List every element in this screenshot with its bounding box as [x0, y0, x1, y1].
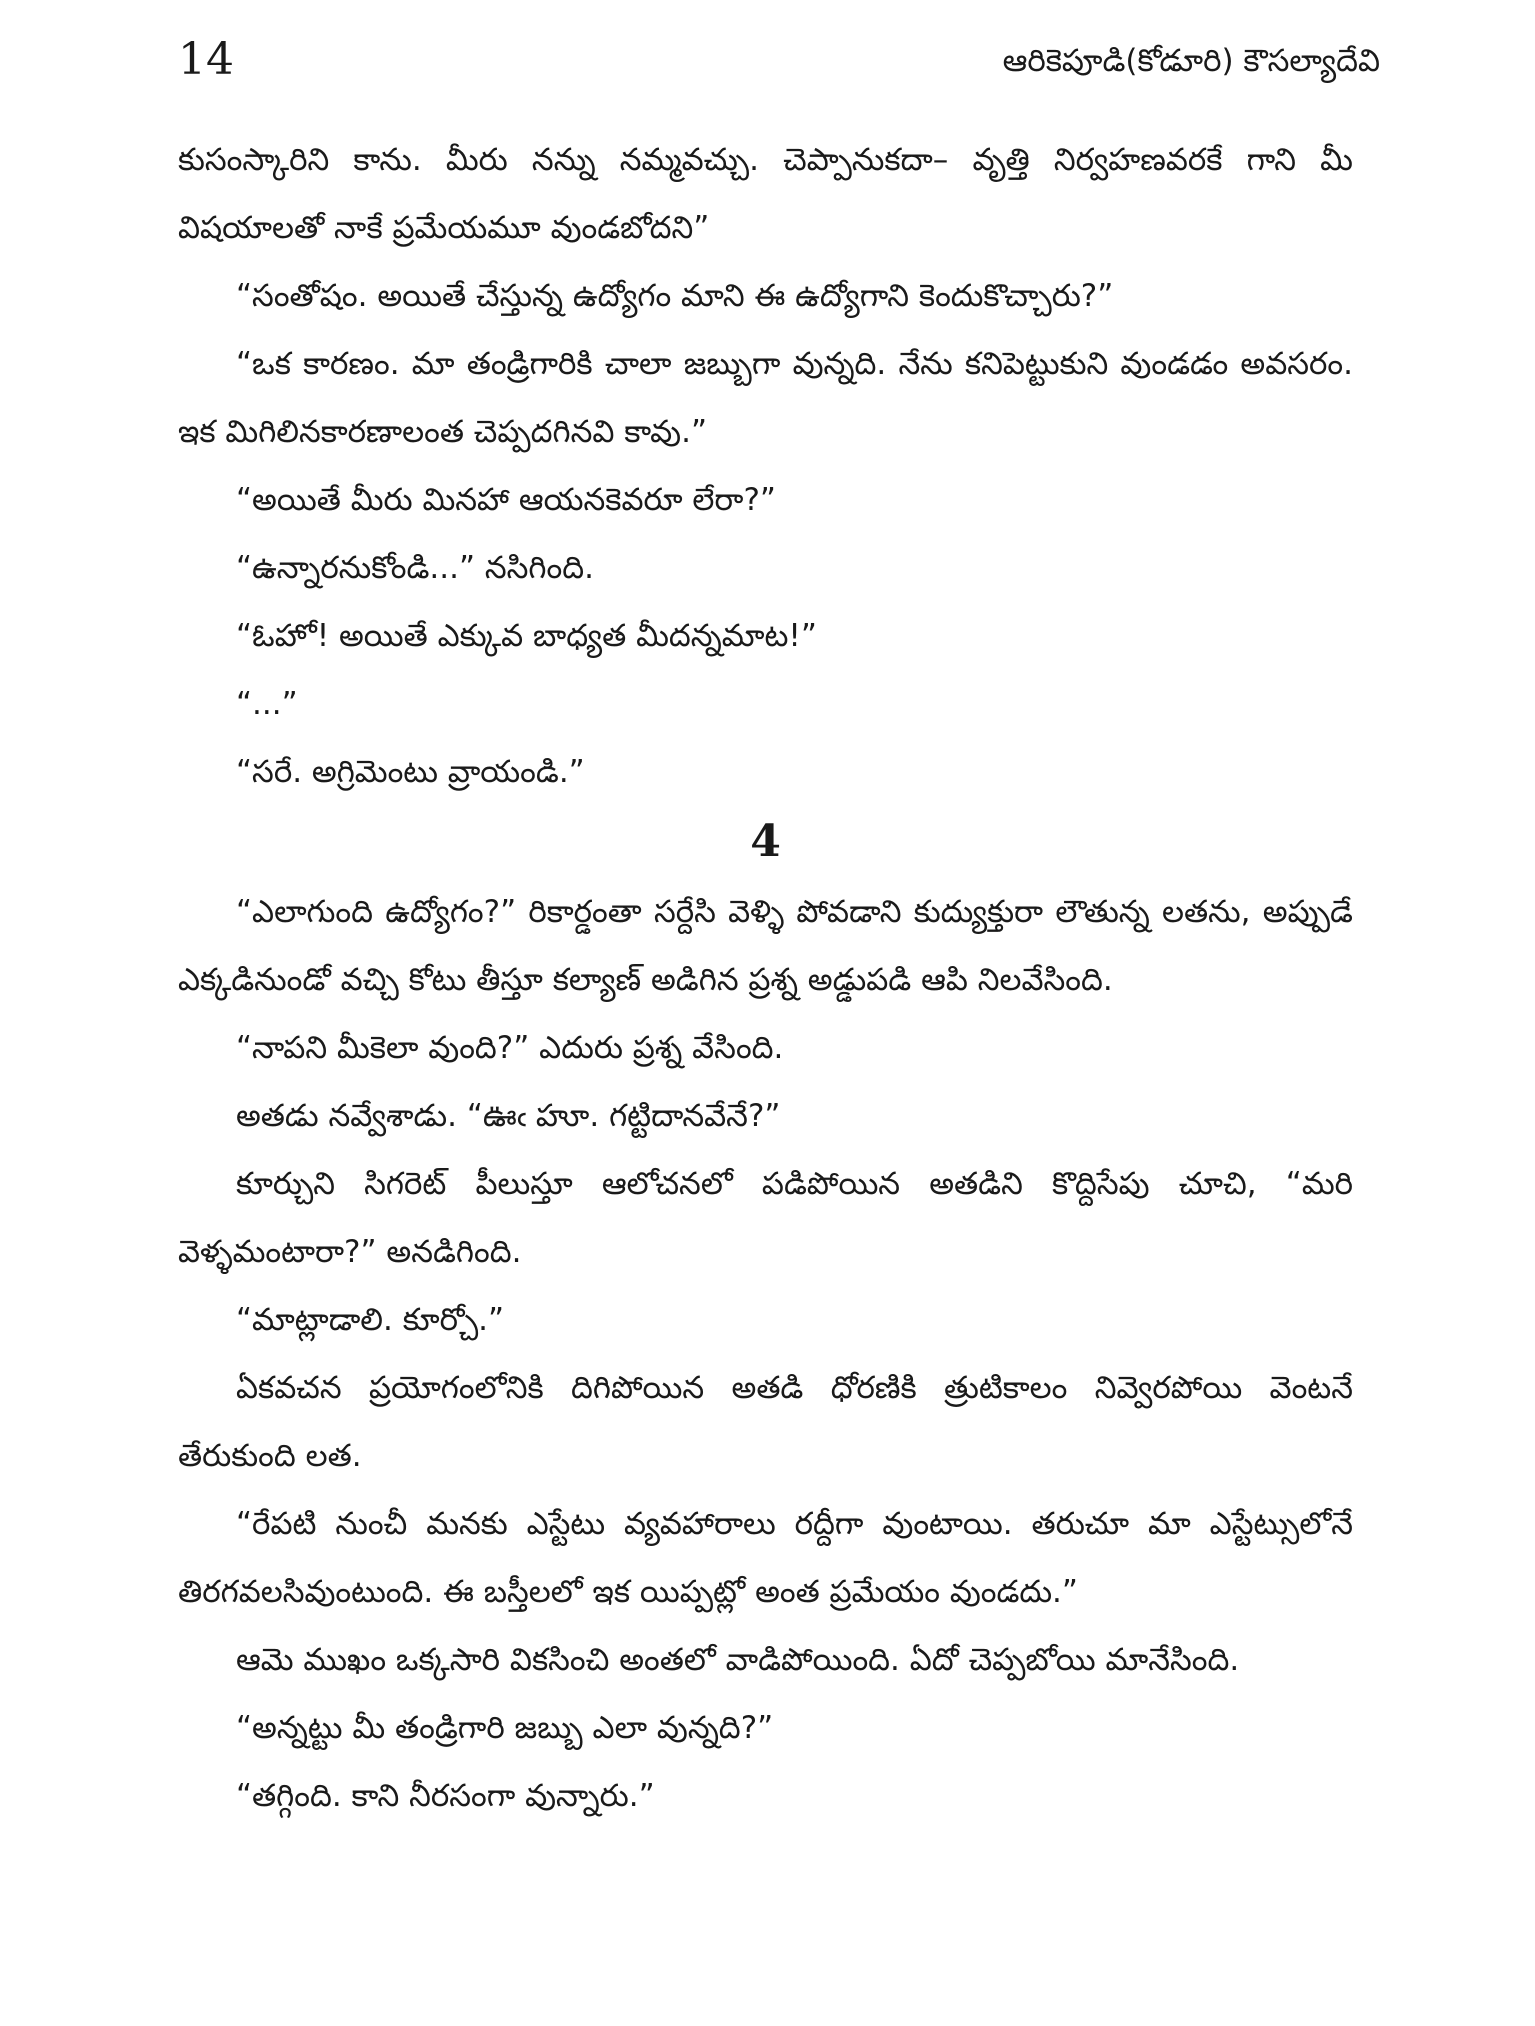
paragraph: “నాపని మీకెలా వుంది?” ఎదురు ప్రశ్న వేసింది. — [236, 1030, 784, 1066]
running-title: ఆరికెపూడి(కోడూరి) కౌసల్యాదేవి — [1002, 43, 1380, 79]
chapter-number: 4 — [750, 816, 781, 867]
paragraph: “అన్నట్టు మీ తండ్రిగారి జబ్బు ఎలా వున్నది?” — [236, 1710, 774, 1746]
paragraph: “...” — [236, 686, 298, 722]
body-text — [178, 126, 1353, 1830]
paragraph: “ఓహో! అయితే ఎక్కువ బాధ్యత మీదన్నమాట!” — [236, 618, 817, 654]
paragraph: “మాట్లాడాలి. కూర్చో.” — [236, 1302, 505, 1338]
page-number: 14 — [178, 34, 234, 85]
paragraph: “సంతోషం. అయితే చేస్తున్న ఉద్యోగం మాని ఈ ఉద్యోగాని కెందుకొచ్చారు?” — [236, 278, 1114, 314]
paragraph: “ఒక కారణం. మా తండ్రిగారికి చాలా జబ్బుగా వున్నది. నేను కనిపెట్టుకుని వుండడం అవసరం. ఇక మిగిలినకారణాలంత చెప్పదగినవి కావు.” — [178, 346, 1353, 450]
paragraph: “ఉన్నారనుకోండి...” నసిగింది. — [236, 550, 594, 586]
paragraph: “రేపటి నుంచీ మనకు ఎస్టేటు వ్యవహారాలు రద్దీగా వుంటాయి. తరుచూ మా ఎస్టేట్సులోనే తిరగవలసివుంటుంది. ఈ బస్తీలలో ఇక యిప్పట్లో అంత ప్రమేయం వుండదు.” — [178, 1506, 1353, 1610]
paragraph: “ఎలాగుంది ఉద్యోగం?” రికార్డంతా సర్దేసి వెళ్ళి పోవడాని కుద్యుక్తురా లౌతున్న లతను, అప్పుడే ఎక్కడినుండో వచ్చి కోటు తీస్తూ కల్యాణ్ అడిగిన ప్రశ్న అడ్డుపడి ఆపి నిలవేసింది. — [178, 894, 1353, 998]
paragraph: “తగ్గింది. కాని నీరసంగా వున్నారు.” — [236, 1778, 655, 1814]
paragraph: “సరే. అగ్రిమెంటు వ్రాయండి.” — [236, 754, 585, 790]
paragraph: అతడు నవ్వేశాడు. “ఊఁ హూ. గట్టిదానవేనే?” — [236, 1098, 781, 1134]
paragraph: ఏకవచన ప్రయోగంలోనికి దిగిపోయిన అతడి ధోరణికి త్రుటికాలం నివ్వెరపోయి వెంటనే తేరుకుంది లత. — [178, 1370, 1353, 1474]
paragraph: కూర్చుని సిగరెట్ పీలుస్తూ ఆలోచనలో పడిపోయిన అతడిని కొద్దిసేపు చూచి, “మరి వెళ్ళమంటారా?” అనడిగింది. — [178, 1166, 1353, 1270]
paragraph-continuation: కుసంస్కారిని కాను. మీరు నన్ను నమ్మవచ్చు. చెప్పానుకదా– వృత్తి నిర్వహణవరకే గాని మీ విషయాలతో నాకే ప్రమేయమూ వుండబోదని” — [178, 142, 1353, 246]
paragraph: “అయితే మీరు మినహా ఆయనకెవరూ లేరా?” — [236, 482, 776, 518]
paragraph: ఆమె ముఖం ఒక్కసారి వికసించి అంతలో వాడిపోయింది. ఏదో చెప్పబోయి మానేసింది. — [236, 1642, 1240, 1678]
